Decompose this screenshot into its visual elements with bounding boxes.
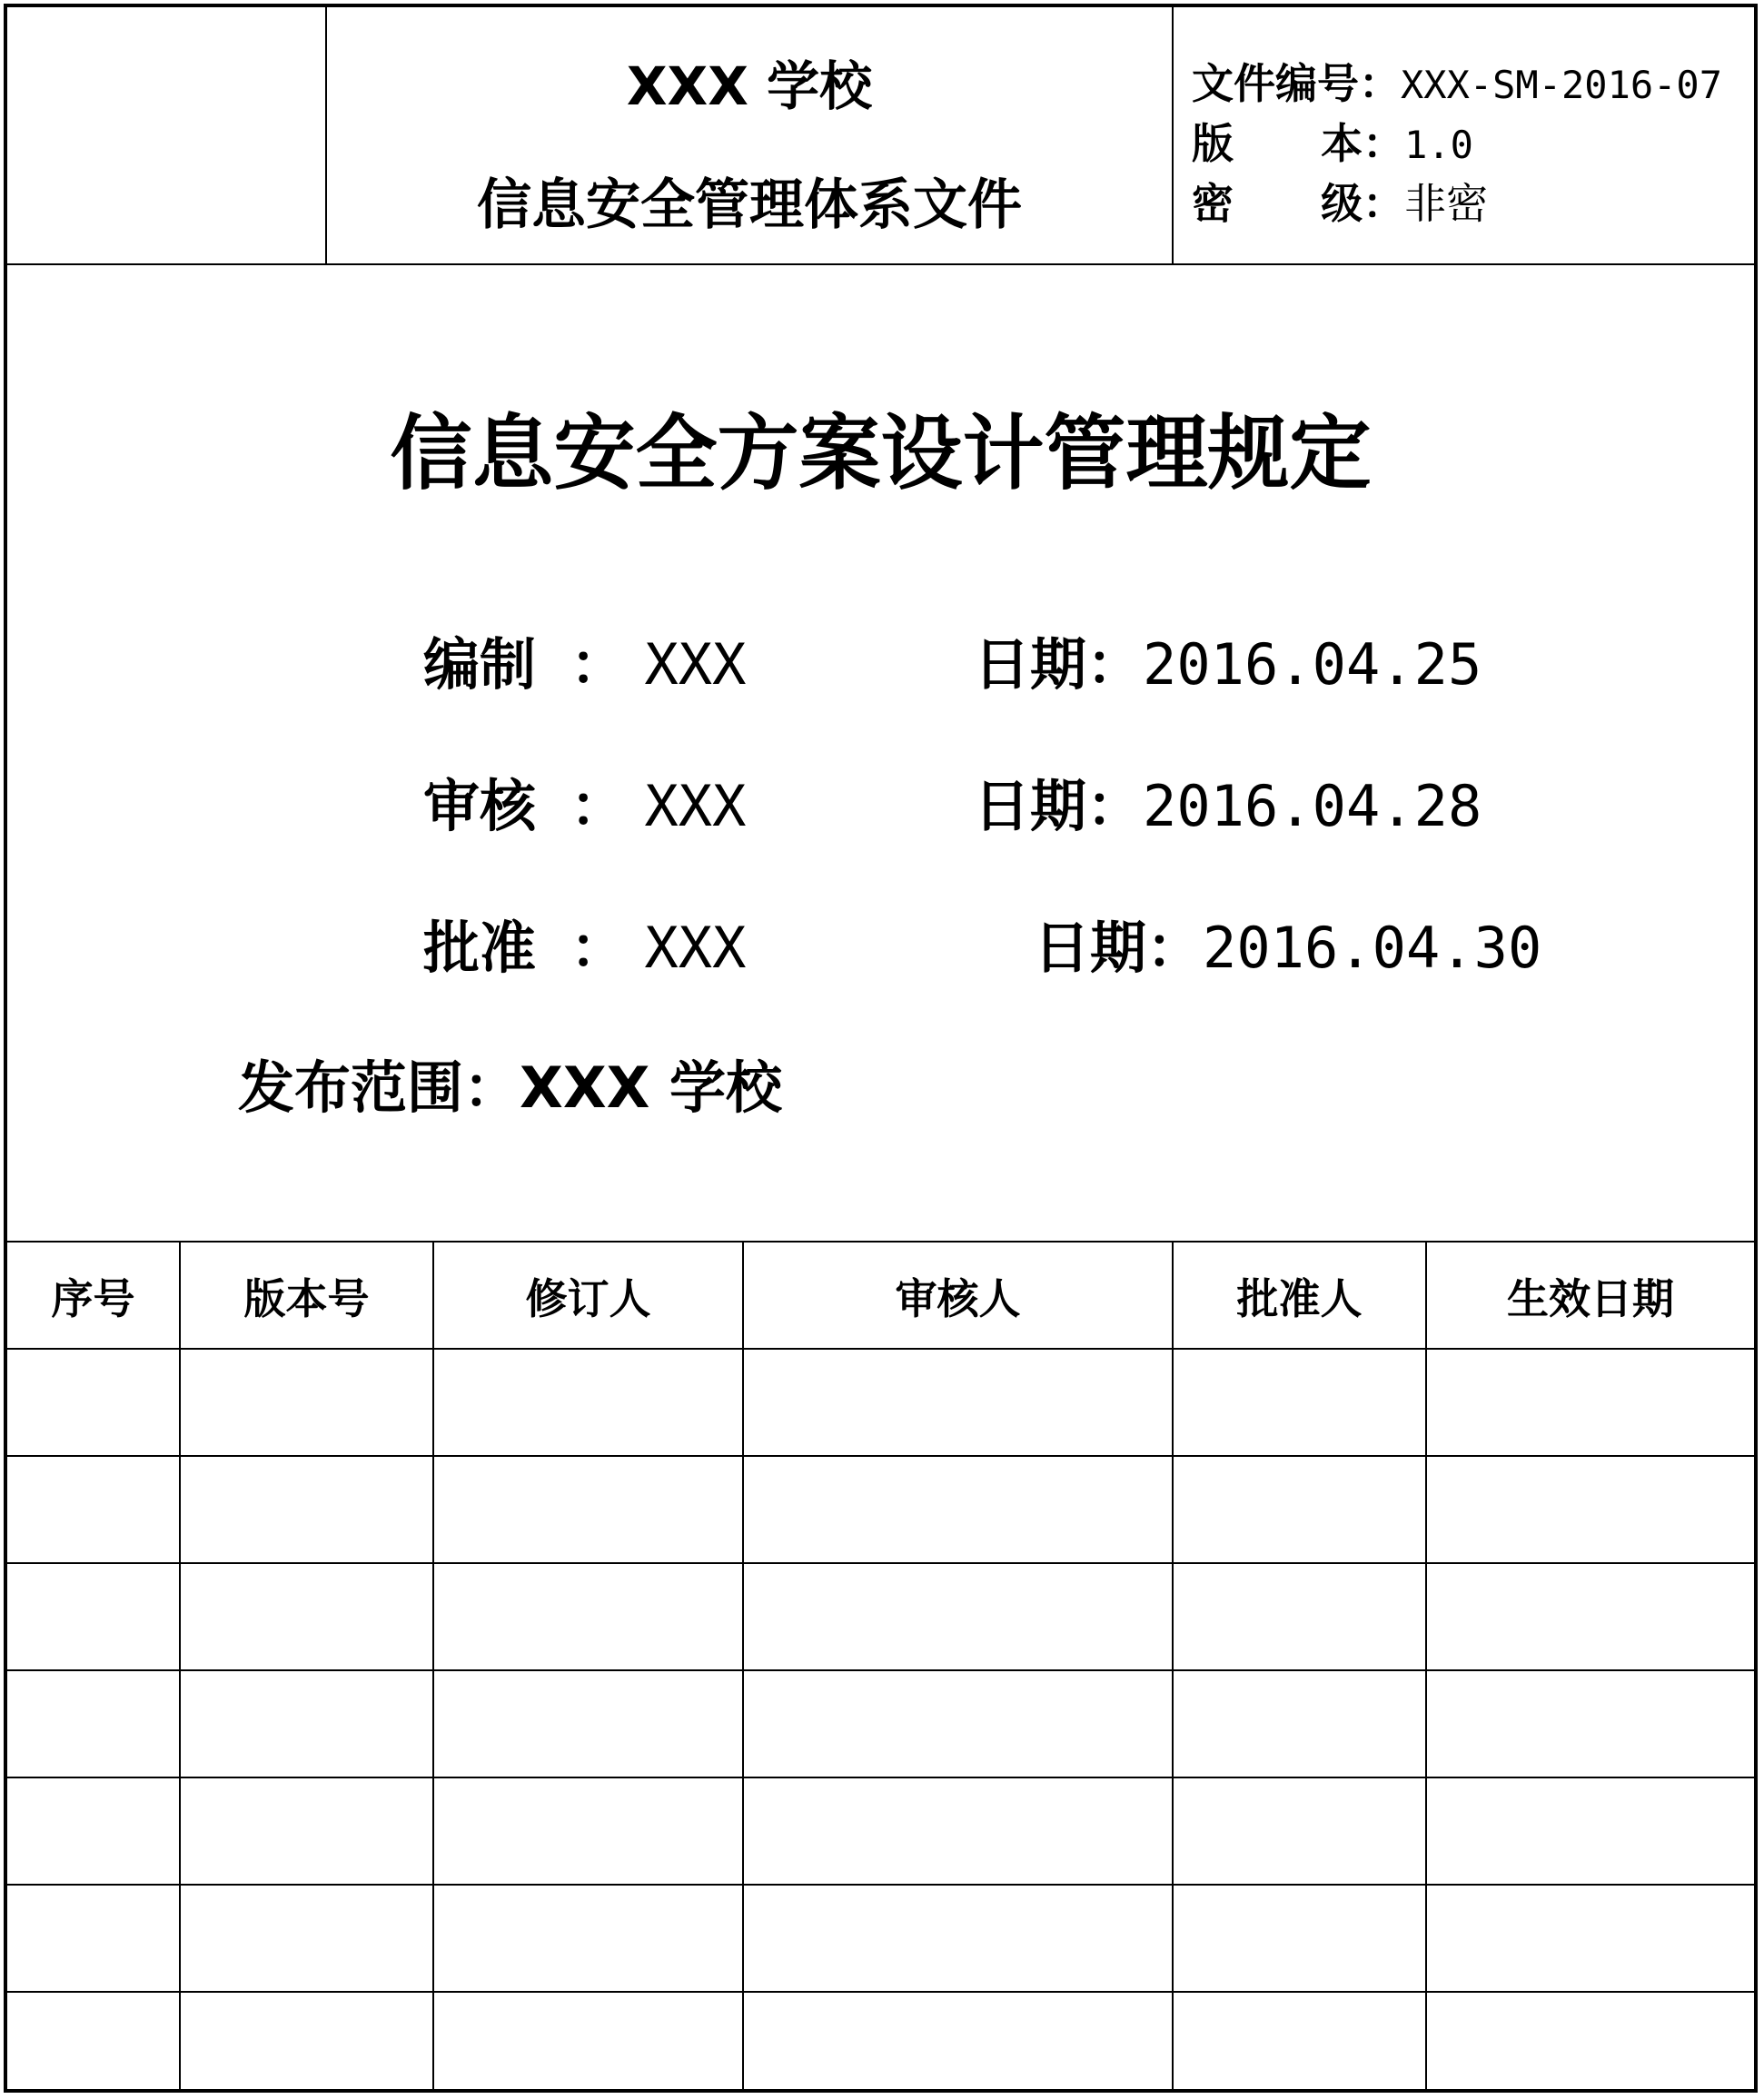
table-row-line: [7, 1669, 1754, 1671]
reviewed-role: 审核: [423, 773, 537, 839]
signature-row-prepared: [423, 619, 746, 700]
header-meta-doc-number: [1192, 51, 1722, 111]
table-header-reviser: 修订人: [525, 1274, 651, 1323]
signature-row-reviewed: [423, 761, 746, 842]
signature-date-reviewed: [974, 761, 1482, 842]
signature-date-approved: [1034, 903, 1541, 984]
document-frame: [4, 4, 1758, 2093]
header-divider-right: [1172, 7, 1174, 263]
table-row-line: [7, 1884, 1754, 1886]
reviewed-date-label: 日期：: [974, 773, 1144, 839]
approved-role: 批准: [423, 915, 537, 981]
doc-number-label: 文件编号：: [1192, 59, 1401, 108]
table-row-line: [7, 1455, 1754, 1457]
table-header-effective-date: 生效日期: [1507, 1274, 1674, 1323]
classification-label: 密 级：: [1192, 179, 1405, 228]
reviewed-date: 2016.04.28: [1143, 773, 1482, 839]
table-col-line: [1172, 1241, 1174, 2093]
header-system-title: 信息安全管理体系文件: [477, 173, 1022, 237]
table-col-line: [1425, 1241, 1427, 2093]
prepared-role: 编制: [423, 631, 537, 698]
approved-sep: ：: [570, 915, 627, 981]
table-header-seq: 序号: [51, 1274, 135, 1323]
scope-label: 发布范围：: [238, 1054, 520, 1121]
distribution-scope: [238, 1043, 782, 1124]
table-header-reviewer: 审核人: [895, 1274, 1021, 1323]
scope-value: XXX 学校: [520, 1054, 783, 1121]
prepared-sep: ：: [570, 631, 627, 698]
header-org: XXX 学校: [626, 55, 873, 117]
header-meta-classification: [1192, 171, 1488, 231]
version-label: 版 本：: [1192, 119, 1405, 168]
classification-value: 非密: [1404, 179, 1489, 228]
reviewed-sep: ：: [570, 773, 627, 839]
table-row-line: [7, 1777, 1754, 1778]
table-row-line: [7, 1991, 1754, 1993]
approved-date: 2016.04.30: [1203, 915, 1542, 981]
table-header-version: 版本号: [243, 1274, 370, 1323]
table-header-approver: 批准人: [1236, 1274, 1363, 1323]
signature-date-prepared: [974, 619, 1482, 700]
approved-name: XXX: [644, 915, 747, 981]
prepared-name: XXX: [644, 631, 747, 698]
signature-row-approved: [423, 903, 746, 984]
table-col-line: [742, 1241, 744, 2093]
table-row-line: [7, 1562, 1754, 1564]
document-title: 信息安全方案设计管理规定: [390, 406, 1372, 501]
table-col-line: [179, 1241, 181, 2093]
header-bottom-border: [7, 263, 1754, 265]
prepared-date: 2016.04.25: [1143, 631, 1482, 698]
doc-number-value: XXX-SM-2016-07: [1401, 63, 1723, 107]
approved-date-label: 日期：: [1034, 915, 1204, 981]
header-meta-version: [1192, 111, 1473, 171]
prepared-date-label: 日期：: [974, 631, 1144, 698]
version-value: 1.0: [1404, 123, 1473, 167]
table-col-line: [432, 1241, 434, 2093]
reviewed-name: XXX: [644, 773, 747, 839]
